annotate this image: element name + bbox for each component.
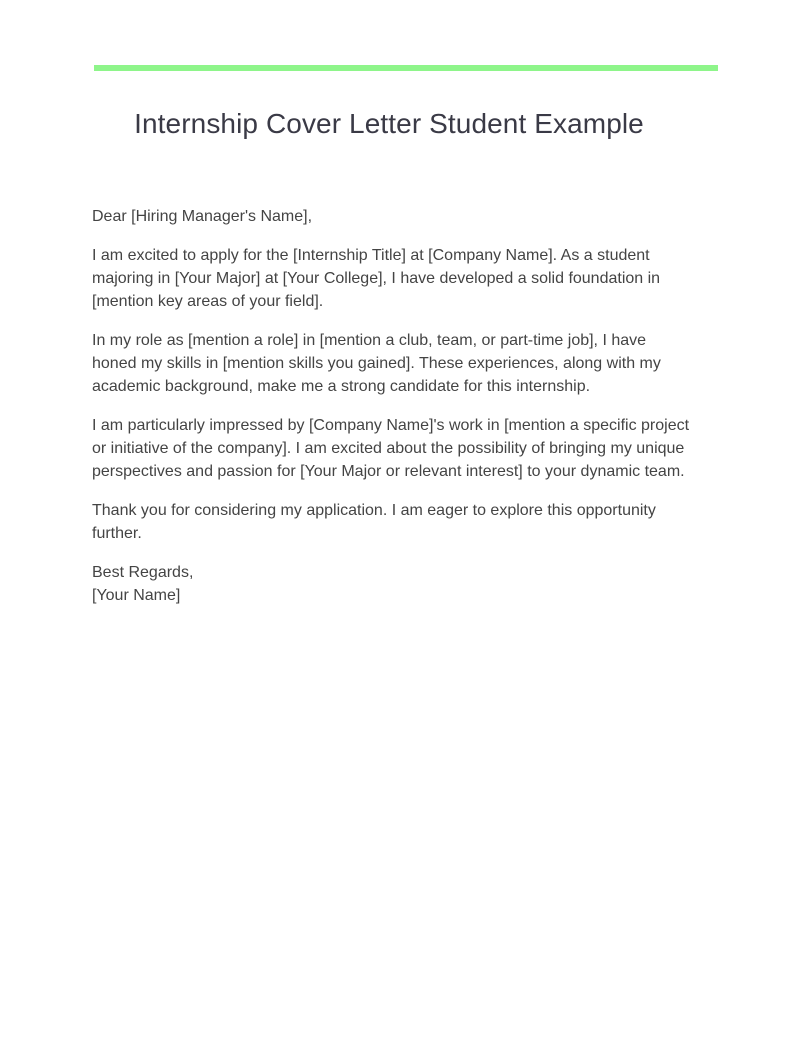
- closing-phrase: Best Regards,: [92, 564, 194, 581]
- letter-body: [92, 205, 692, 623]
- signature: [Your Name]: [92, 587, 181, 604]
- closing-block: [92, 561, 692, 607]
- accent-bar: [94, 65, 718, 71]
- paragraph-company-interest: I am particularly impressed by [Company Name]'s work in [mention a specific project or initiative of the company]. I am excited about the possibility of bringing my unique perspectives and passion for [Your Major or relevant interest] to your dynamic team.: [92, 417, 690, 480]
- paragraph-experience: In my role as [mention a role] in [mention a club, team, or part-time job], I have honed my skills in [mention skills you gained]. These experiences, along with my academic background, make me a strong candidate for this internship.: [92, 332, 661, 395]
- paragraph-intro: I am excited to apply for the [Internship Title] at [Company Name]. As a student majoring in [Your Major] at [Your College], I have developed a solid foundation in [mention key areas of your field].: [92, 247, 661, 310]
- salutation: Dear [Hiring Manager's Name],: [92, 208, 313, 225]
- page-title: Internship Cover Letter Student Example: [134, 108, 644, 139]
- paragraph-thanks: Thank you for considering my application. I am eager to explore this opportunity further.: [92, 502, 656, 542]
